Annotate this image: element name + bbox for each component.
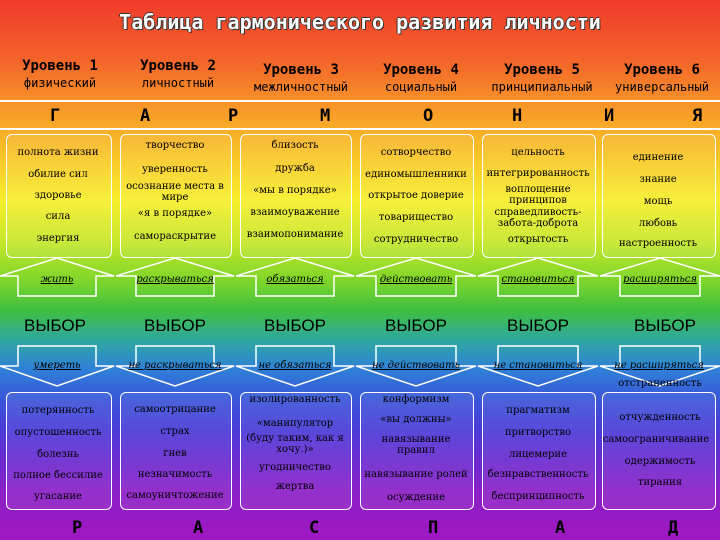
divider-line xyxy=(0,100,720,102)
negative-verb: умереть xyxy=(33,360,81,371)
upper-cell: воплощение принципов xyxy=(505,184,571,206)
upper-cell: настроенность xyxy=(618,238,698,249)
level-name: Уровень 3 xyxy=(263,62,339,78)
divider-line xyxy=(0,128,720,130)
lower-cell: безнравственность xyxy=(487,469,589,480)
upper-cell: сила xyxy=(45,211,71,222)
upper-cell: взаимопонимание xyxy=(246,229,344,240)
level-header-2 xyxy=(118,58,238,90)
level-desc: личностный xyxy=(141,76,215,90)
negative-verb: не обязаться xyxy=(258,360,332,371)
upper-cell: дружба xyxy=(275,163,315,174)
upper-cell: взаимоуважение xyxy=(250,207,340,218)
page-title: Таблица гармонического развития личности xyxy=(119,10,601,34)
level-header-3 xyxy=(240,62,362,94)
lower-cell: страх xyxy=(160,426,190,437)
lower-cell: беспринципность xyxy=(491,491,585,502)
lower-cell: притворство xyxy=(504,427,572,438)
lower-cell: изолированность xyxy=(249,394,341,405)
lower-cell: одержимость xyxy=(624,456,696,467)
lower-cell: лицемерие xyxy=(508,449,568,460)
harmony-letter: Р xyxy=(228,106,239,126)
negative-verb: не раскрываться xyxy=(128,360,222,371)
lower-cell: прагматизм xyxy=(506,405,570,416)
lower-cell: осуждение xyxy=(386,492,446,503)
upper-cell: справедливость-забота-доброта xyxy=(494,207,582,229)
positive-verb: действовать xyxy=(379,274,453,285)
decay-letter: А xyxy=(193,518,204,538)
upper-cell: здоровье xyxy=(34,190,82,201)
upper-cell: осознание места в мире xyxy=(126,181,224,203)
decay-letter: С xyxy=(309,518,320,538)
lower-cell: «вы должны» xyxy=(380,414,452,425)
lower-cell: отстраненность xyxy=(618,378,702,389)
upper-cell: «я в порядке» xyxy=(137,208,213,219)
level-desc: социальный xyxy=(384,80,458,94)
level-desc: универсальный xyxy=(615,80,709,94)
level-header-6 xyxy=(604,62,720,94)
harmony-letter: Н xyxy=(512,106,523,126)
upper-cell: обилие сил xyxy=(28,169,88,180)
decay-letter: Р xyxy=(72,518,83,538)
level-name: Уровень 5 xyxy=(504,62,580,78)
lower-cell: самоограничивание xyxy=(602,434,710,445)
lower-cell: навязывание правил xyxy=(381,434,451,456)
lower-cell: угасание xyxy=(34,491,82,502)
positive-verb: обязаться xyxy=(266,274,324,285)
harmony-letter: А xyxy=(140,106,151,126)
lower-cell: самоуничтожение xyxy=(126,490,224,501)
negative-verb: не действовать xyxy=(371,360,460,371)
positive-verb: расширяться xyxy=(622,274,698,285)
positive-verb: раскрываться xyxy=(136,274,214,285)
harmony-letter: Г xyxy=(50,106,61,126)
upper-cell: энергия xyxy=(36,233,80,244)
upper-cell: уверенность xyxy=(142,164,208,175)
lower-cell: полное бессилие xyxy=(13,470,103,481)
decay-letter: А xyxy=(555,518,566,538)
choice-label: ВЫБОР xyxy=(264,316,326,335)
upper-cell: творчество xyxy=(145,140,205,151)
positive-verb: становиться xyxy=(501,274,575,285)
positive-verb: жить xyxy=(40,274,74,285)
upper-cell: любовь xyxy=(638,218,678,229)
lower-cell: конформизм xyxy=(382,394,450,405)
level-desc: физический xyxy=(23,76,97,90)
level-name: Уровень 6 xyxy=(624,62,700,78)
level-header-4 xyxy=(362,62,480,94)
choice-label: ВЫБОР xyxy=(634,316,696,335)
upper-cell: открытость xyxy=(507,234,569,245)
level-name: Уровень 4 xyxy=(383,62,459,78)
upper-cell: сотрудничество xyxy=(373,234,459,245)
level-desc: межличностный xyxy=(254,80,348,94)
lower-cell: жертва xyxy=(275,481,315,492)
upper-cell: открытое доверие xyxy=(368,190,464,201)
upper-cell: единение xyxy=(632,152,684,163)
upper-cell: «мы в порядке» xyxy=(253,185,337,196)
lower-cell: гнев xyxy=(163,448,187,459)
upper-cell: близость xyxy=(271,140,319,151)
level-name: Уровень 1 xyxy=(22,58,98,74)
lower-cell: болезнь xyxy=(37,449,79,460)
choice-label: ВЫБОР xyxy=(385,316,447,335)
lower-cell: опустошенность xyxy=(14,427,102,438)
upper-cell: мощь xyxy=(643,196,673,207)
upper-cell: полнота жизни xyxy=(17,147,99,158)
level-desc: принципиальный xyxy=(491,80,593,94)
negative-verb: не расширяться xyxy=(614,360,704,371)
upper-cell: самораскрытие xyxy=(133,231,217,242)
lower-cell: «манипулятор xyxy=(256,418,334,429)
upper-cell: интегрированность xyxy=(486,168,590,179)
lower-cell: (буду таким, как я хочу.)» xyxy=(246,433,344,455)
lower-cell: потерянность xyxy=(21,405,95,416)
decay-letter: П xyxy=(428,518,439,538)
lower-cell: тирания xyxy=(637,477,683,488)
lower-cell: отчужденность xyxy=(619,412,701,423)
level-header-5 xyxy=(478,62,606,94)
choice-label: ВЫБОР xyxy=(507,316,569,335)
level-name: Уровень 2 xyxy=(140,58,216,74)
up-arrows xyxy=(0,256,720,316)
lower-cell: самоотрицание xyxy=(134,404,216,415)
harmony-letter: И xyxy=(604,106,615,126)
level-header-1 xyxy=(4,58,116,90)
lower-cell: угодничество xyxy=(259,462,331,473)
choice-label: ВЫБОР xyxy=(144,316,206,335)
upper-cell: единомышленники xyxy=(365,169,467,180)
upper-cell: сотворчество xyxy=(380,147,452,158)
choice-label: ВЫБОР xyxy=(24,316,86,335)
harmony-letter: М xyxy=(320,106,331,126)
negative-verb: не становиться xyxy=(493,360,583,371)
upper-cell: цельность xyxy=(511,147,565,158)
harmony-letter: О xyxy=(423,106,434,126)
harmony-letter: Я xyxy=(692,106,703,126)
lower-cell: незначимость xyxy=(137,469,213,480)
decay-letter: Д xyxy=(668,518,679,538)
upper-cell: товарищество xyxy=(378,212,454,223)
lower-cell: навязывание ролей xyxy=(364,469,468,480)
lower-box-6 xyxy=(602,392,716,510)
upper-cell: знание xyxy=(639,174,677,185)
